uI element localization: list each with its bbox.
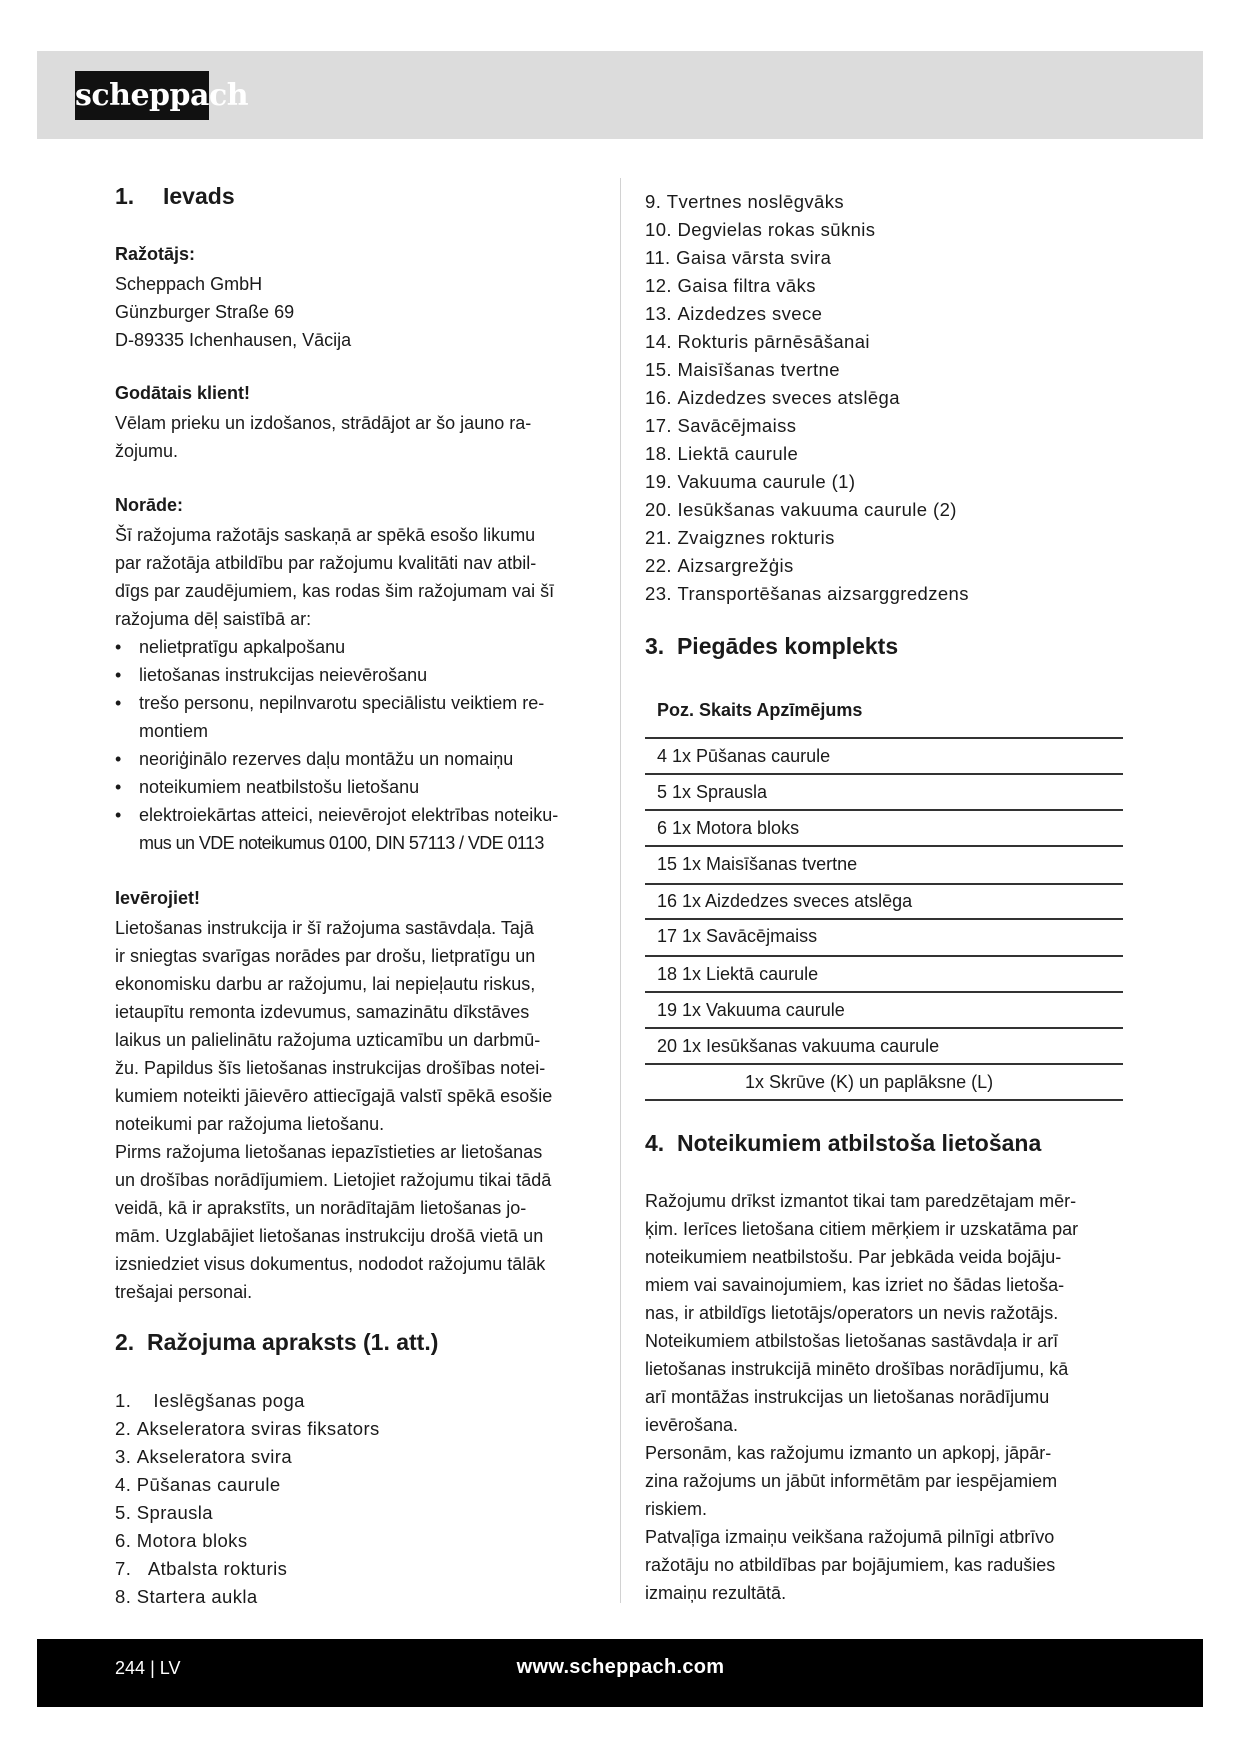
usage-line: riskiem.: [645, 1499, 707, 1519]
attention-line: un drošības norādījumiem. Lietojiet ražojumu tikai tādā: [115, 1170, 552, 1190]
attention-line: ietaupītu remonta izdevumus, samazinātu dīkstāves: [115, 1002, 530, 1022]
part-item: 6. Motora bloks: [115, 1530, 248, 1551]
usage-line: zina ražojums un jābūt informētām par iespējamiem: [645, 1471, 1058, 1491]
section4-title: Noteikumiem atbilstoša lietošana: [676, 1130, 1042, 1156]
attention-line: Pirms ražojuma lietošanas iepazīstieties ar lietošanas: [115, 1142, 543, 1162]
usage-line: izmaiņu rezultātā.: [645, 1583, 787, 1603]
attention-line: ekonomisku darbu ar ražojumu, lai nepieļautu riskus,: [115, 974, 536, 994]
table-rule: [645, 737, 1123, 739]
manufacturer-line: Scheppach GmbH: [115, 274, 263, 294]
note-line: dīgs par zaudējumiem, kas rodas šim ražojumam vai šī: [115, 581, 555, 601]
greeting-line: žojumu.: [115, 441, 179, 461]
part-item: 4. Pūšanas caurule: [115, 1474, 281, 1495]
note-line: Šī ražojuma ražotājs saskaņā ar spēkā esošo likumu: [115, 525, 536, 545]
table-row: 5 1x Sprausla: [657, 782, 768, 802]
table-row: 4 1x Pūšanas caurule: [657, 746, 831, 766]
note-line: ražojuma dēļ saistībā ar:: [115, 609, 312, 629]
part-item: 1. Ieslēgšanas poga: [115, 1390, 305, 1411]
part-item: 15. Maisīšanas tvertne: [645, 359, 840, 380]
greeting-label: Godātais klient!: [115, 383, 251, 403]
usage-line: ražotāju no atbildības par bojājumiem, kas radušies: [645, 1555, 1056, 1575]
table-row: 16 1x Aizdedzes sveces atslēga: [657, 891, 913, 911]
section4-heading: [645, 1130, 1041, 1157]
table-rule: [645, 809, 1123, 811]
scheppach-logo: scheppach: [75, 71, 209, 120]
part-item: 12. Gaisa filtra vāks: [645, 275, 816, 296]
usage-line: ķim. Ierīces lietošana citiem mērķiem ir uzskatāma par: [645, 1219, 1079, 1239]
usage-line: ievērošana.: [645, 1415, 739, 1435]
note-label: Norāde:: [115, 495, 184, 515]
usage-line: arī montāžas instrukcijas un lietošanas norādījumu: [645, 1387, 1050, 1407]
part-item: 7. Atbalsta rokturis: [115, 1558, 288, 1579]
table-row: 19 1x Vakuuma caurule: [657, 1000, 845, 1020]
part-item: 17. Savācējmaiss: [645, 415, 797, 436]
attention-line: mām. Uzglabājiet lietošanas instrukciju drošā vietā un: [115, 1226, 544, 1246]
attention-line: noteikumi par ražojuma lietošanu.: [115, 1114, 385, 1134]
note-line: par ražotāja atbildību par ražojumu kvalitāti nav atbil-: [115, 553, 537, 573]
section4-number: 4.: [645, 1130, 665, 1156]
part-item: 5. Sprausla: [115, 1502, 213, 1523]
table-rule: [645, 991, 1123, 993]
section1-title: Ievads: [163, 183, 235, 209]
attention-line: ir sniegtas svarīgas norādes par drošu, lietpratīgu un: [115, 946, 536, 966]
usage-line: Personām, kas ražojumu izmanto un apkopj, jāpār-: [645, 1443, 1052, 1463]
attention-line: žu. Papildus šīs lietošanas instrukcijas drošības notei-: [115, 1058, 546, 1078]
part-item: 14. Rokturis pārnēsāšanai: [645, 331, 870, 352]
table-rule: [645, 773, 1123, 775]
attention-line: kumiem noteikti jāievēro attiecīgajā valstī spēkā esošie: [115, 1086, 553, 1106]
greeting-line: Vēlam prieku un izdošanos, strādājot ar šo jauno ra-: [115, 413, 532, 433]
part-item: 13. Aizdedzes svece: [645, 303, 823, 324]
part-item: 2. Akseleratora sviras fiksators: [115, 1418, 380, 1439]
table-rule: [645, 918, 1123, 920]
section2-title: Ražojuma apraksts (1. att.): [146, 1329, 439, 1355]
part-item: 18. Liektā caurule: [645, 443, 799, 464]
table-row: 18 1x Liektā caurule: [657, 964, 819, 984]
table-rule: [645, 845, 1123, 847]
table-rule: [645, 1063, 1123, 1065]
attention-line: izsniedziet visus dokumentus, nododot ražojumu tālāk: [115, 1254, 546, 1274]
manufacturer-line: D-89335 Ichenhausen, Vācija: [115, 330, 352, 350]
part-item: 23. Transportēšanas aizsarggredzens: [645, 583, 969, 604]
section3-title: Piegādes komplekts: [676, 633, 899, 659]
attention-label: Ievērojiet!: [115, 888, 201, 908]
part-item: 3. Akseleratora svira: [115, 1446, 293, 1467]
section1-number: 1.: [115, 183, 135, 209]
usage-line: miem vai savainojumiem, kas izriet no šādas lietoša-: [645, 1275, 1065, 1295]
table-rule: [645, 955, 1123, 957]
table-row: 17 1x Savācējmaiss: [657, 926, 818, 946]
column-divider: [620, 178, 621, 1603]
table-rule: [645, 883, 1123, 885]
table-row: 20 1x Iesūkšanas vakuuma caurule: [657, 1036, 940, 1056]
section3-heading: [645, 633, 898, 660]
part-item: 11. Gaisa vārsta svira: [645, 247, 832, 268]
part-item: 16. Aizdedzes sveces atslēga: [645, 387, 900, 408]
page-number: 244 | LV: [115, 1658, 181, 1678]
attention-line: trešajai personai.: [115, 1282, 253, 1302]
attention-line: veidā, kā ir aprakstīts, un norādītajām lietošanas jo-: [115, 1198, 527, 1218]
section1-heading: [115, 183, 235, 210]
table-row: 6 1x Motora bloks: [657, 818, 800, 838]
part-item: 22. Aizsargrežģis: [645, 555, 794, 576]
part-item: 8. Startera aukla: [115, 1586, 258, 1607]
manufacturer-line: Günzburger Straße 69: [115, 302, 295, 322]
website-link[interactable]: www.scheppach.com: [516, 1656, 725, 1678]
section2-number: 2.: [115, 1329, 135, 1355]
attention-line: Lietošanas instrukcija ir šī ražojuma sastāvdaļa. Tajā: [115, 918, 534, 938]
usage-line: Patvaļīga izmaiņu veikšana ražojumā pilnīgi atbrīvo: [645, 1527, 1055, 1547]
usage-line: Noteikumiem atbilstošas lietošanas sastāvdaļa ir arī: [645, 1331, 1059, 1351]
part-item: 10. Degvielas rokas sūknis: [645, 219, 876, 240]
usage-line: Ražojumu drīkst izmantot tikai tam paredzētajam mēr-: [645, 1191, 1077, 1211]
part-item: 21. Zvaigznes rokturis: [645, 527, 835, 548]
usage-line: lietošanas instrukcijā minēto drošības norādījumu, kā: [645, 1359, 1069, 1379]
table-rule: [645, 1027, 1123, 1029]
section3-number: 3.: [645, 633, 665, 659]
attention-line: laikus un palielinātu ražojuma uzticamību un darbmū-: [115, 1030, 541, 1050]
manufacturer-label: Ražotājs:: [115, 244, 196, 264]
table-row: 1x Skrūve (K) un paplāksne (L): [745, 1072, 994, 1092]
part-item: 9. Tvertnes noslēgvāks: [645, 191, 845, 212]
table-rule: [645, 1099, 1123, 1101]
part-item: 20. Iesūkšanas vakuuma caurule (2): [645, 499, 957, 520]
part-item: 19. Vakuuma caurule (1): [645, 471, 856, 492]
usage-line: noteikumiem neatbilstošu. Par jebkāda veida bojāju-: [645, 1247, 1062, 1267]
section2-heading: [115, 1329, 438, 1356]
table-row: 15 1x Maisīšanas tvertne: [657, 854, 858, 874]
usage-line: nas, ir atbildīgs lietotājs/operators un nevis ražotājs.: [645, 1303, 1059, 1323]
table-header: Poz. Skaits Apzīmējums: [657, 700, 863, 720]
